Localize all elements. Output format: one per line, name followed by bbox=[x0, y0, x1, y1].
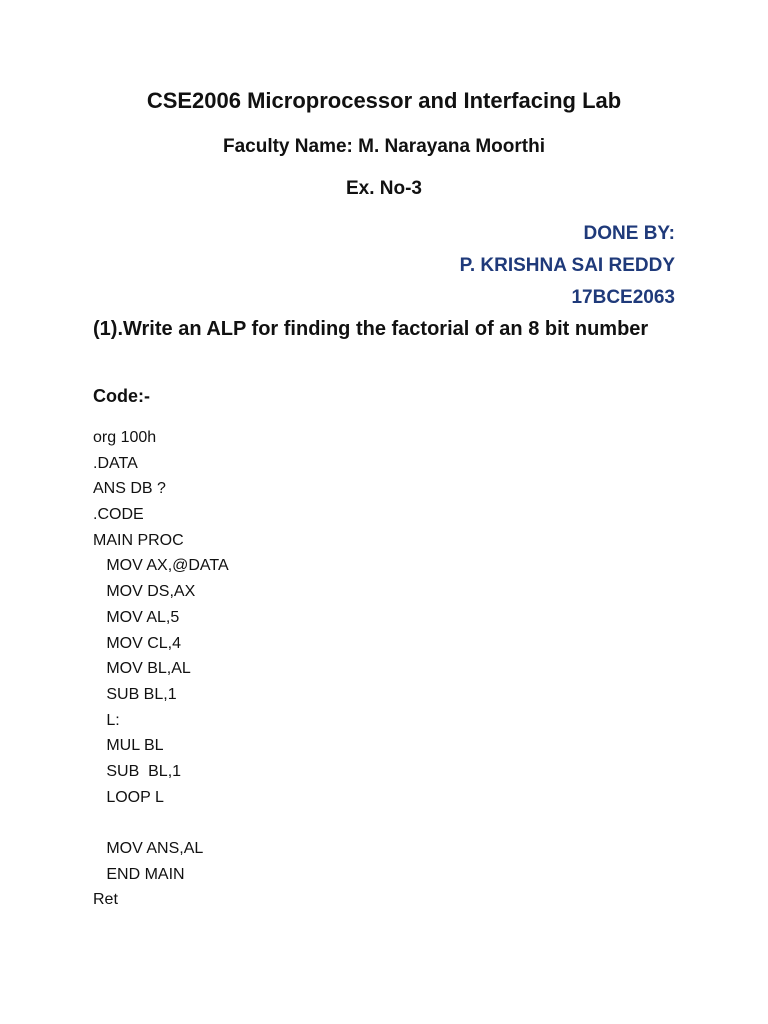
code-line: .DATA bbox=[93, 454, 138, 472]
code-line: MOV CL,4 bbox=[93, 634, 182, 652]
code-line: MUL BL bbox=[93, 737, 164, 755]
code-line: MOV DS,AX bbox=[93, 583, 196, 601]
done-by-block bbox=[460, 218, 675, 314]
exercise-number: Ex. No-3 bbox=[345, 178, 423, 199]
code-line: ANS DB ? bbox=[93, 480, 166, 498]
question-heading: (1).Write an ALP for finding the factorial of an 8 bit number bbox=[93, 318, 649, 340]
student-name: P. KRISHNA SAI REDDY bbox=[459, 255, 675, 276]
code-line: MOV BL,AL bbox=[93, 660, 191, 678]
code-line: org 100h bbox=[93, 429, 157, 446]
faculty-name: Faculty Name: M. Narayana Moorthi bbox=[222, 136, 546, 157]
code-line: Ret bbox=[93, 891, 118, 909]
code-line: END MAIN bbox=[93, 865, 185, 883]
code-line: MOV ANS,AL bbox=[93, 840, 204, 857]
code-line: .CODE bbox=[93, 506, 144, 524]
code-line: LOOP L bbox=[93, 788, 164, 806]
done-by-label: DONE BY: bbox=[583, 223, 675, 244]
code-line: SUB BL,1 bbox=[93, 685, 177, 703]
registration-number: 17BCE2063 bbox=[571, 287, 675, 308]
code-line: SUB BL,1 bbox=[93, 762, 182, 780]
code-line: MOV AX,@DATA bbox=[93, 557, 229, 575]
code-label: Code:- bbox=[93, 386, 150, 406]
code-line: MOV AL,5 bbox=[93, 608, 180, 626]
code-line: L: bbox=[93, 711, 120, 729]
code-line: MAIN PROC bbox=[93, 531, 184, 549]
document-title: CSE2006 Microprocessor and Interfacing Lab bbox=[146, 88, 622, 113]
code-block bbox=[93, 425, 229, 913]
code-line bbox=[93, 810, 229, 836]
